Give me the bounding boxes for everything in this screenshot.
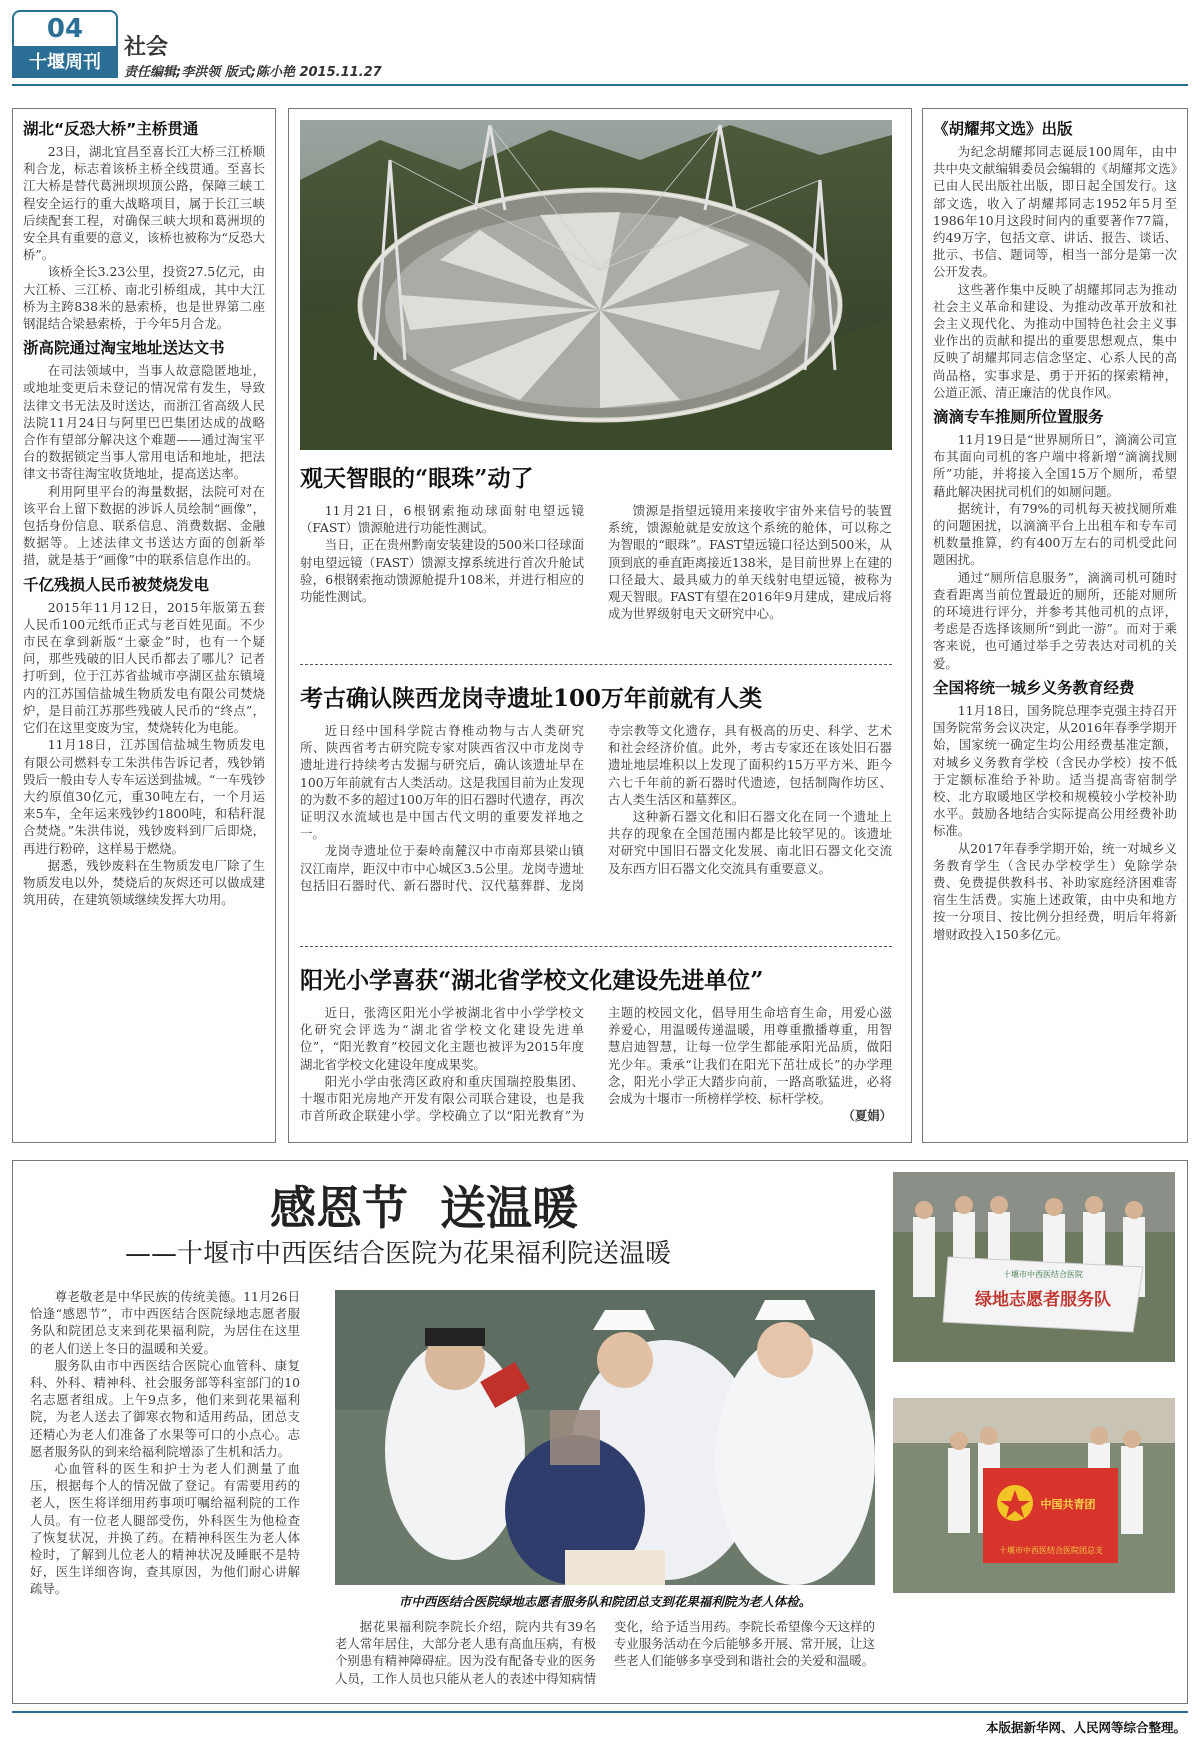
article-title: 全国将统一城乡义务教育经费 bbox=[933, 678, 1135, 697]
article-title: 阳光小学喜获“湖北省学校文化建设先进单位” bbox=[300, 967, 764, 994]
article-paragraph: 为纪念胡耀邦同志诞辰100周年，由中共中央文献编辑委员会编辑的《胡耀邦文选》已由人民出版社出版，即日起全国发行。这部文选，收入了胡耀邦同志1952年5月至1986年10月这段时间内的重要著作77篇，约49万字，包括文章、讲话、报告、谈话、批示、书信、题词等，相当一部分是第一次公开发表。 bbox=[933, 144, 1177, 280]
article-paragraph: 11月18日，国务院总理李克强主持召开国务院常务会议决定，从2016年春季学期开始，国家统一确定生均公用经费基准定额，对城乡义务教育学校（含民办学校）按不低于定额标准给予补助。适当提高寄宿制学校、北方取暖地区学校和规模较小学校补助水平。鼓励各地结合实际提高公用经费补助标准。 bbox=[933, 702, 1177, 839]
article-paragraph: 利用阿里平台的海量数据，法院可对在该平台上留下数据的涉诉人员绘制“画像”，包括身份信息、联系信息、消费数据、金融数据等。上述法律文书送达方面的创新举措，就是基于“画像”中的联系信息作出的。 bbox=[23, 483, 265, 568]
article-paragraph: 心血管科的医生和护士为老人们测量了血压，根据每个人的情况做了登记。有需要用药的老人，医生将详细用药事项叮嘱给福利院的工作人员。有一位老人腿部受伤，外科医生为他检查了恢复状况，并换了药。在精神科医生为老人体检时，了解到儿位老人的精神状况及睡眠不是特好，医生详细咨询，查其原因，为他们耐心讲解疏导。 bbox=[30, 1461, 300, 1597]
article-paragraph: 服务队由市中西医结合医院心血管科、康复科、外科、精神科、社会服务部等科室部门的10名志愿者组成。上午9点多，他们来到花果福利院，为老人送去了御寒衣物和适用药品，团总支还精心为老人们准备了水果等可口的小点心。志愿者服务队的到来给福利院增添了生机和活力。 bbox=[30, 1357, 300, 1459]
article-paragraph: 在司法领域中，当事人故意隐匿地址，或地址变更后未登记的情况常有发生，导致法律文书无法及时送达，而浙江省高级人民法院11月24日与阿里巴巴集团达成的战略合作有望部分解决这个难题——通过淘宝平台的数据锁定当事人常用电话和地址，把法律文书寄往淘宝收货地址，提高送达率。 bbox=[23, 363, 265, 482]
article-title: 《胡耀邦文选》出版 bbox=[933, 120, 1073, 138]
article-paragraph: 阳光小学由张湾区政府和重庆国瑞控股集团、十堰市阳光房地产开发有限公司联合建设，也是我市首所政企联建小学。学校确立了以“阳光教育”为主题的校园文化，倡导用生命培育生命，用爱心滋养爱心，用温暖传递温暖，用尊重撒播尊重，用智慧启迪智慧，让每一位学生都能承阳光品质，做阳光少年。秉承“让我们在阳光下茁壮成长”的办学理念，阳光小学正大踏步向前，一路高歌猛进，必将会成为十堰市一所榜样学校、标杆学校。 bbox=[300, 1005, 892, 1124]
article-title: 湖北“反恐大桥”主桥贯通 bbox=[23, 120, 199, 138]
header-rule bbox=[12, 84, 1188, 86]
article-paragraph: 这些著作集中反映了胡耀邦同志为推动社会主义革命和建设、为推动改革开放和社会主义现代化、为推动中国特色社会主义事业作出的贡献和提出的重要思想观点，集中反映了胡耀邦同志信念坚定、心系人民的高尚品格，实事求是、勇于开拓的探索精神，公道正派、清正廉洁的优良作风。 bbox=[933, 281, 1177, 400]
feature-title: 感恩节 送温暖 bbox=[270, 1181, 579, 1235]
volunteers-checkup-photo bbox=[335, 1290, 875, 1585]
article-title: 考古确认陕西龙岗寺遗址100万年前就有人类 bbox=[300, 685, 763, 712]
byline: （夏娟） bbox=[842, 1108, 892, 1124]
article-paragraph: 通过“厕所信息服务”，滴滴司机可随时查看距离当前位置最近的厕所，还能对厕所的环境进行评分，并参考其他司机的点评，考虑是否选择该厕所“到此一游”。而对于乘客来说，也可通过举手之劳表达对司机的关爱。 bbox=[933, 569, 1177, 671]
article-paragraph: 11月19日是“世界厕所日”，滴滴公司宣布其面向司机的客户端中将新增“滴滴找厕所”功能，并将接入全国15万个厕所，希望藉此解决困扰司机们的如厕问题。 bbox=[933, 432, 1177, 499]
article-paragraph: 11月21日，6根钢索拖动球面射电望远镜（FAST）馈源舱进行功能性测试。 bbox=[300, 503, 584, 536]
editor-credits: 责任编辑;李洪领 版式;陈小艳 2015.11.27 bbox=[124, 65, 382, 80]
article-title: 千亿残损人民币被焚烧发电 bbox=[23, 575, 210, 594]
feature-subtitle: ——十堰市中西医结合医院为花果福利院送温暖 bbox=[125, 1239, 672, 1269]
article-paragraph: 当日，正在贵州黔南安装建设的500米口径球面射电望远镜（FAST）馈源支撑系统进行首次升舱试验，6根钢索拖动馈源舱提升108米，并进行相应的功能性测试。 bbox=[300, 537, 584, 605]
article-paragraph: 该桥全长3.23公里，投资27.5亿元，由大江桥、三江桥、南北引桥组成，其中大江桥为主跨838米的悬索桥，也是世界第二座钢混结合梁悬索桥，于今年5月合龙。 bbox=[23, 264, 265, 332]
feature-body-bottom bbox=[335, 1618, 875, 1700]
banner2-text: 中国共青团 bbox=[1040, 1498, 1096, 1511]
footer-rule bbox=[12, 1711, 1188, 1713]
article-paragraph: 据统计，有79%的司机每天被找厕所难的问题困扰，以滴滴平台上出租车和专车司机数量推算，约有400万左右的司机受此问题困扰。 bbox=[933, 500, 1177, 568]
masthead: 十堰周刊 bbox=[12, 48, 118, 78]
article-paragraph: 从2017年春季学期开始，统一对城乡义务教育学生（含民办学校学生）免除学杂费、免费提供教科书、补助家庭经济困难寄宿生生活费。实施上述政策，由中央和地方按一分项目、按比例分担经费，明后年将新增财政投入150多亿元。 bbox=[933, 840, 1177, 942]
feature-body-left bbox=[30, 1288, 300, 1698]
article-paragraph: 尊老敬老是中华民族的传统美德。11月26日恰逢“感恩节”，市中西医结合医院绿地志愿者服务队和院团总支来到花果福利院，为居住在这里的老人们送上冬日的温暖和关爱。 bbox=[30, 1289, 300, 1356]
article-paragraph: 2015年11月12日，2015年版第五套人民币100元纸币正式与老百姓见面。不少市民在拿到新版“土豪金”时，也有一个疑问，那些残破的旧人民币都去了哪儿？记者打听到，位于江苏省盐城市亭湖区盐东镇境内的江苏国信盐城生物质发电有限公司焚烧炉，是目前江苏那些残破人民币的“终点”，它们在这里变废为宝，焚烧转化为电能。 bbox=[23, 599, 265, 736]
divider bbox=[300, 664, 892, 665]
fast-telescope-photo bbox=[300, 120, 892, 450]
section-title: 社会 bbox=[124, 35, 169, 60]
page-number: 04 bbox=[12, 10, 118, 48]
article-paragraph: 馈源是指望远镜用来接收宇宙外来信号的装置系统，馈源舱就是安放这个系统的舱体，可以称之为智眼的“眼珠”。FAST望远镜口径达到500米，从顶到底的垂直距离接近138米，是目前世界上在建的口径最大、最具威力的单天线射电望远镜，被称为观天智眼。FAST有望在2016年9月建成，建成后将成为世界级射电天文研究中心。 bbox=[608, 503, 892, 622]
youth-league-flag-photo bbox=[893, 1398, 1175, 1593]
banner1-text: 绿地志愿者服务队 bbox=[975, 1290, 1111, 1310]
photo-caption: 市中西医结合医院绿地志愿者服务队和院团总支到花果福利院为老人体检。 bbox=[398, 1594, 812, 1609]
article-paragraph: 11月18日，江苏国信盐城生物质发电有限公司燃料专工朱洪伟告诉记者，残钞销毁后一般由专人专车运送到盐城。“一车残钞大约原值30亿元，重30吨左右，一个月运来5车，全年运来残钞约1800吨，和秸秆混合焚烧。”朱洪伟说，残钞废料到厂后即烧，再进行粉碎，这样易于燃烧。 bbox=[23, 737, 265, 856]
article-paragraph: 据悉，残钞废料在生物质发电厂除了生物质发电以外，焚烧后的灰烬还可以做成建筑用砖，在建筑领域继续发挥大功用。 bbox=[23, 857, 265, 908]
article-title: 滴滴专车推厕所位置服务 bbox=[933, 408, 1104, 427]
right-column bbox=[922, 108, 1188, 1143]
footer-note: 本版据新华网、人民网等综合整理。 bbox=[985, 1720, 1186, 1735]
article-title: 观天智眼的“眼珠”动了 bbox=[300, 465, 534, 492]
article-body bbox=[300, 502, 892, 642]
article-paragraph: 据花果福利院李院长介绍，院内共有39名老人常年居住，大部分老人患有高血压病，有极个别患有精神障碍症。因为没有配备专业的医务人员，工作人员也只能从老人的表述中得知病情变化，给予适当用药。李院长希望像今天这样的专业服务活动在今后能够多开展、常开展，让这些老人们能够多享受到和谐社会的关爱和温暖。 bbox=[335, 1619, 875, 1686]
banner2-sub-text: 十堰市中西医结合医院团总支 bbox=[999, 1546, 1103, 1555]
article-paragraph: 23日，湖北宜昌至喜长江大桥三江桥顺利合龙，标志着该桥主桥全线贯通。至喜长江大桥是替代葛洲坝坝顶公路，保障三峡工程安全运行的重大战略项目，属于长江三峡后续配套工程，对确保三峡大坝和葛洲坝的安全具有重要的意义，该桥也被称为“反恐大桥”。 bbox=[23, 144, 265, 263]
article-paragraph: 近日，张湾区阳光小学被湖北省中小学学校文化研究会评选为“湖北省学校文化建设先进单位”，“阳光教育”校园文化主题也被评为2015年度湖北省学校文化建设年度成果奖。 bbox=[300, 1005, 584, 1072]
article-title: 浙高院通过淘宝地址送达文书 bbox=[23, 339, 225, 358]
banner1-top-text: 十堰市中西医结合医院 bbox=[1003, 1270, 1083, 1279]
article-body bbox=[300, 722, 892, 922]
volunteer-team-banner-photo bbox=[893, 1172, 1175, 1362]
left-column bbox=[12, 108, 276, 1143]
article-body bbox=[300, 1004, 892, 1139]
article-paragraph: 近日经中国科学院古脊椎动物与古人类研究所、陕西省考古研究院专家对陕西省汉中市龙岗寺遗址进行持续考古发掘与研究后，确认该遗址早在100万年前就有古人类活动。这是我国目前为止发现的为数不多的超过100万年的旧石器时代遗存，再次证明汉水流域也是中国古代文明的重要发祥地之一。 bbox=[300, 723, 584, 842]
article-paragraph: 这种新石器文化和旧石器文化在同一个遗址上共存的现象在全国范围内都是比较罕见的。该遗址对研究中国旧石器文化发展、南北旧石器文化交流及东西方旧石器文化交流具有重要意义。 bbox=[608, 809, 892, 876]
article-paragraph: 龙岗寺遗址位于秦岭南麓汉中市南郑县梁山镇汉江南岸，距汉中市中心城区3.5公里。龙岗寺遗址包括旧石器时代、新石器时代、汉代墓葬群、龙岗寺宗教等文化遗存，具有极高的历史、科学、艺术和社会经济价值。此外，考古专家还在该处旧石器遗址地层堆积以上发现了面积约15万平方米、距今六七千年前的新石器时代遗迹，包括制陶作坊区、古人类生活区和墓葬区。 bbox=[300, 723, 892, 893]
divider bbox=[300, 946, 892, 947]
